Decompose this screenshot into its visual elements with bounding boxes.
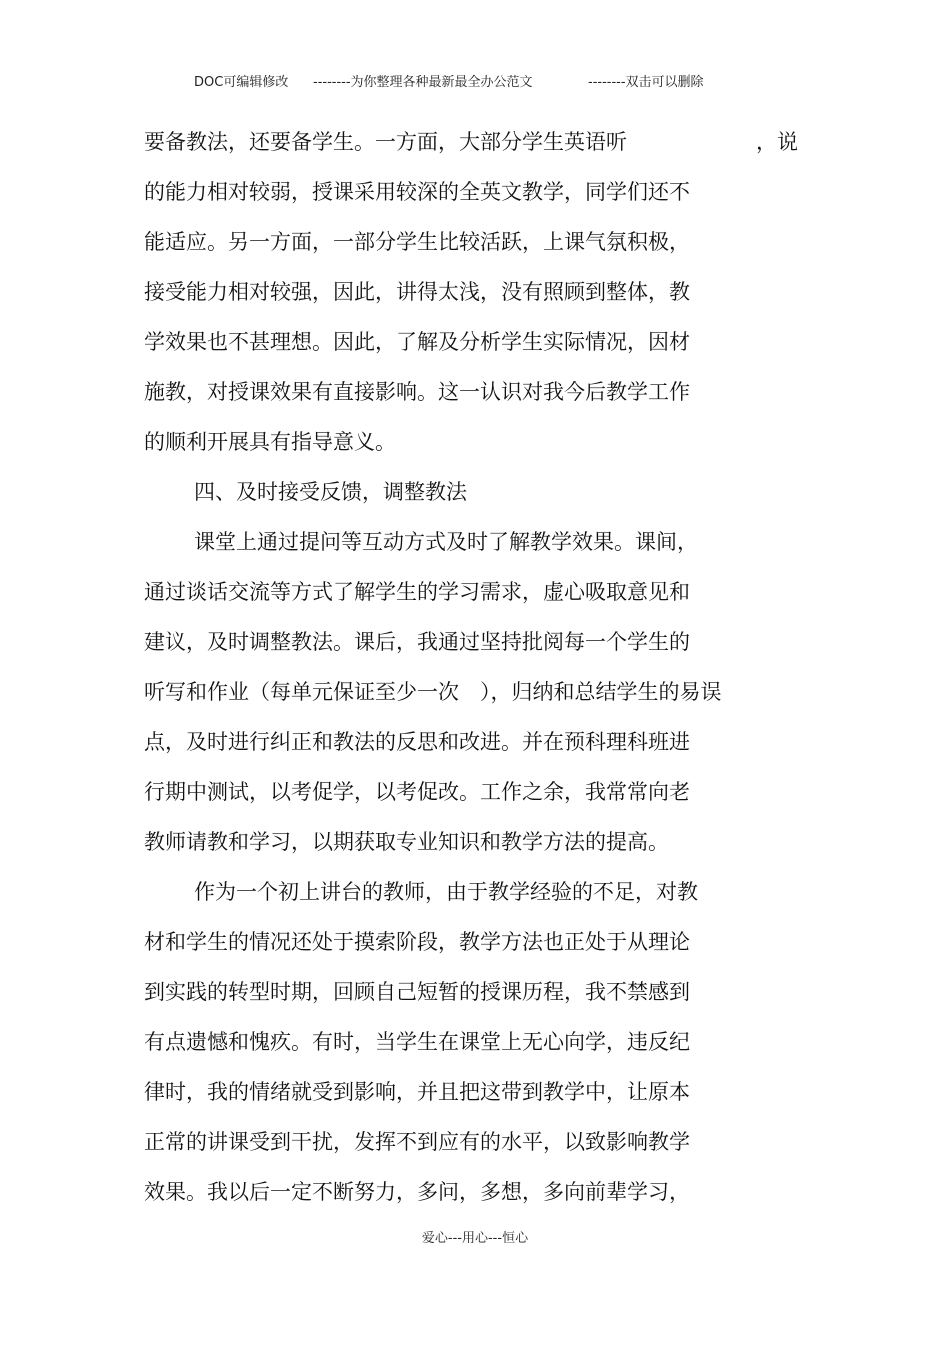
body-line: 接受能力相对较强，因此，讲得太浅，没有照顾到整体，教 bbox=[144, 280, 690, 304]
body-line: 通过谈话交流等方式了解学生的学习需求，虚心吸取意见和 bbox=[144, 580, 690, 604]
body-line: 的能力相对较弱，授课采用较深的全英文教学，同学们还不 bbox=[144, 180, 690, 204]
body-line: ，说 bbox=[756, 130, 798, 154]
page-footer: 爱心---用心---恒心 bbox=[421, 1231, 529, 1246]
body-line: 效果。我以后一定不断努力，多问，多想，多向前辈学习， bbox=[144, 1180, 690, 1204]
body-line: 的顺利开展具有指导意义。 bbox=[144, 430, 396, 454]
body-line: 建议，及时调整教法。课后，我通过坚持批阅每一个学生的 bbox=[144, 630, 690, 654]
body-line: 正常的讲课受到干扰，发挥不到应有的水平，以致影响教学 bbox=[144, 1130, 690, 1154]
header-doc-label: DOC可编辑修改 bbox=[194, 75, 289, 90]
body-line: 课堂上通过提问等互动方式及时了解教学效果。课间， bbox=[194, 530, 698, 554]
header-middle-text: --------为你整理各种最新最全办公范文 bbox=[313, 75, 533, 90]
body-line: 听写和作业（每单元保证至少一次 ），归纳和总结学生的易误 bbox=[144, 680, 722, 704]
body-line: 教师请教和学习，以期获取专业知识和教学方法的提高。 bbox=[144, 830, 669, 854]
body-line: 点，及时进行纠正和教法的反思和改进。并在预科理科班进 bbox=[144, 730, 690, 754]
body-line: 有点遗憾和愧疚。有时，当学生在课堂上无心向学，违反纪 bbox=[144, 1030, 690, 1054]
body-line: 行期中测试，以考促学，以考促改。工作之余，我常常向老 bbox=[144, 780, 690, 804]
body-line: 到实践的转型时期，回顾自己短暂的授课历程，我不禁感到 bbox=[144, 980, 690, 1004]
body-line: 材和学生的情况还处于摸索阶段，教学方法也正处于从理论 bbox=[144, 930, 690, 954]
body-line: 律时，我的情绪就受到影响，并且把这带到教学中，让原本 bbox=[144, 1080, 690, 1104]
page-header bbox=[0, 72, 950, 94]
body-line: 要备教法，还要备学生。一方面，大部分学生英语听 bbox=[144, 130, 627, 154]
body-line: 学效果也不甚理想。因此，了解及分析学生实际情况，因材 bbox=[144, 330, 690, 354]
body-line: 施教，对授课效果有直接影响。这一认识对我今后教学工作 bbox=[144, 380, 690, 404]
header-right-text: --------双击可以删除 bbox=[588, 75, 704, 90]
body-line: 作为一个初上讲台的教师，由于教学经验的不足，对教 bbox=[194, 880, 698, 904]
section-heading: 四、及时接受反馈，调整教法 bbox=[194, 480, 467, 504]
body-line: 能适应。另一方面，一部分学生比较活跃，上课气氛积极， bbox=[144, 230, 690, 254]
